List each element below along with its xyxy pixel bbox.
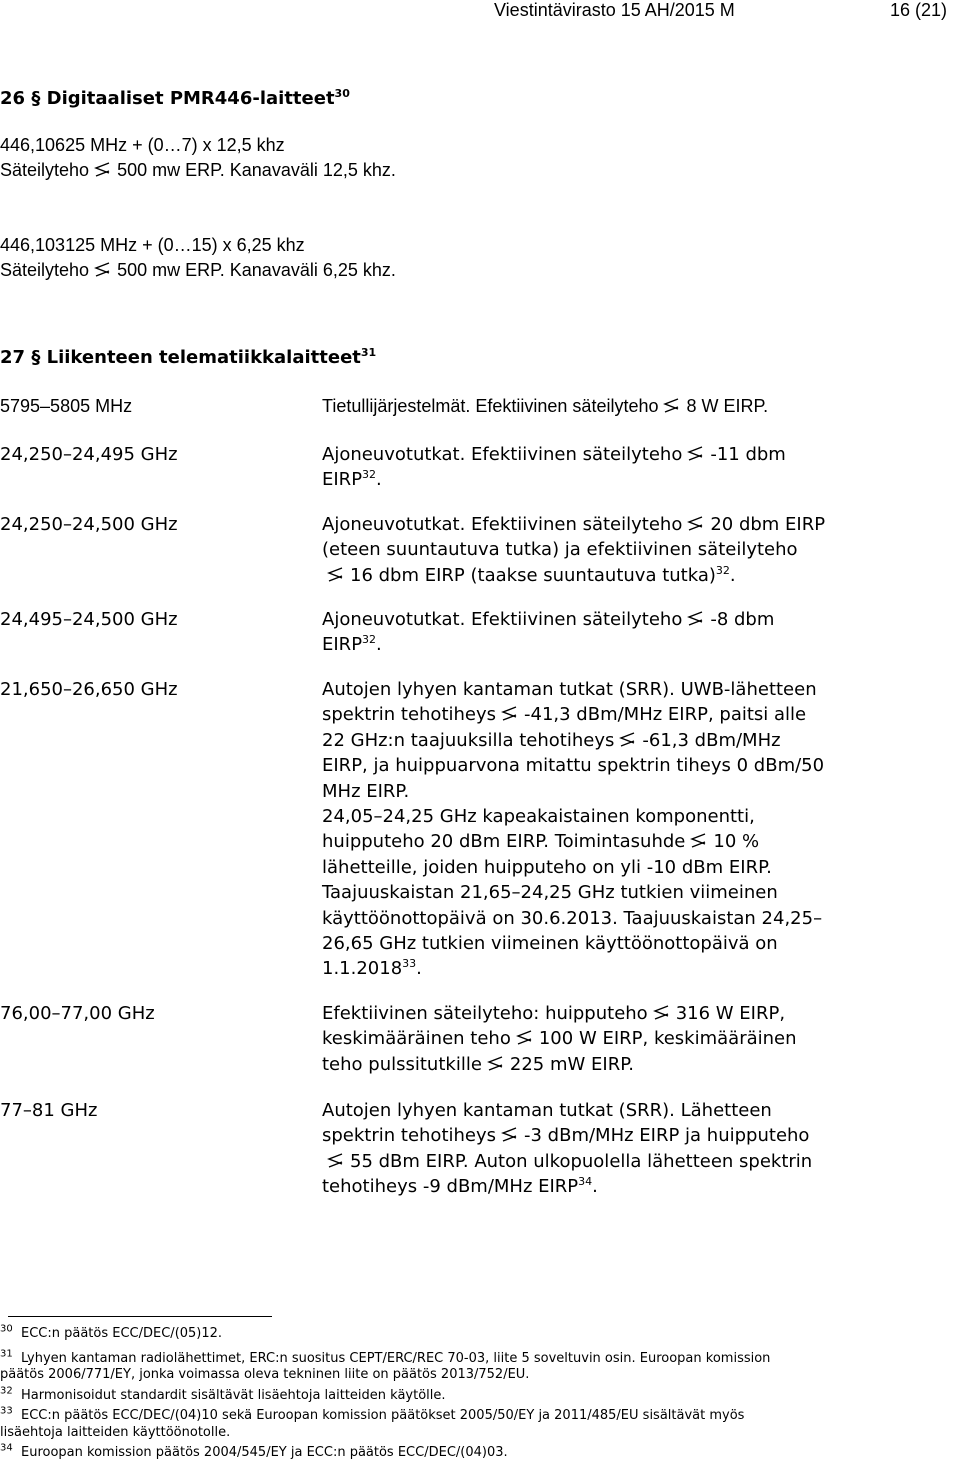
- section-sign-icon: §: [31, 347, 41, 368]
- freq-cell: 77–81 GHz: [0, 1100, 98, 1121]
- section-number: 26: [0, 88, 26, 109]
- footnote-ref: 32: [362, 468, 377, 482]
- footnote-ref: 30: [334, 87, 350, 100]
- freq-cell: 24,250–24,500 GHz: [0, 514, 178, 535]
- less-or-equal-icon: [93, 262, 113, 278]
- less-or-equal-icon: [326, 567, 346, 583]
- footnote-ref: 33: [402, 957, 417, 971]
- less-or-equal-icon: [486, 1056, 506, 1072]
- section-sign-icon: §: [31, 88, 41, 109]
- value-cell: Autojen lyhyen kantaman tutkat (SRR). Lähetteen spektrin tehotiheys -3 dBm/MHz EIRP ja huipputeho 55 dBm EIRP. Auton ulkopuolella lähetteen spektrin tehotiheys -9 dBm/MHz EIRP$^{34}$.: [322, 1100, 813, 1198]
- section-number: 27: [0, 347, 26, 368]
- less-or-equal-icon: [686, 516, 706, 532]
- footnote-ref: 32: [715, 563, 730, 577]
- header-page-number: 16 (21): [890, 0, 948, 20]
- freq-cell: 76,00–77,00 GHz: [0, 1003, 155, 1024]
- value-cell: Ajoneuvotutkat. Efektiivinen säteilyteho 20 dbm EIRP (eteen suuntautuva tutka) ja efektiivinen säteilyteho 16 dbm EIRP (taakse suuntautuva tutka)$^{32}$.: [322, 514, 826, 586]
- footnote-ref: 31: [360, 346, 377, 359]
- power-line: Säteilyteho 500 mw ERP. Kanavaväli 6,25 khz.: [0, 260, 396, 280]
- footnote-30: $^{30}$ ECC:n päätös ECC/DEC/(05)12.: [0, 1323, 223, 1341]
- section-heading-27: [0, 347, 376, 368]
- header-publisher: Viestintävirasto 15 AH/2015 M: [494, 0, 735, 20]
- section-title: Digitaaliset PMR446-laitteet: [46, 88, 335, 109]
- section-heading-26: [0, 88, 350, 109]
- section-title: Liikenteen telematiikkalaitteet: [46, 347, 361, 368]
- pmr-block-1: [0, 133, 396, 183]
- less-or-equal-icon: [618, 732, 638, 748]
- freq-cell: 5795–5805 MHz: [0, 396, 133, 416]
- footnote-34: $^{34}$ Euroopan komission päätös 2004/545/EY ja ECC:n päätös ECC/DEC/(04)03.: [0, 1442, 508, 1460]
- less-or-equal-icon: [689, 833, 709, 849]
- less-or-equal-icon: [652, 1005, 672, 1021]
- less-or-equal-icon: [686, 446, 706, 462]
- footnote-33-cont: lisäehtoja laitteiden käyttöönotolle.: [0, 1424, 231, 1440]
- footnote-ref: 32: [362, 633, 377, 647]
- less-or-equal-icon: [686, 611, 706, 627]
- freq-cell: 24,495–24,500 GHz: [0, 609, 178, 630]
- less-or-equal-icon: [662, 398, 682, 414]
- value-cell: Efektiivinen säteilyteho: huipputeho 316 W EIRP, keskimääräinen teho 100 W EIRP, keskimääräinen teho pulssitutkille 225 mW EIRP.: [322, 1003, 797, 1075]
- power-line: Säteilyteho 500 mw ERP. Kanavaväli 12,5 khz.: [0, 160, 396, 180]
- pmr-block-2: [0, 233, 396, 283]
- footnote-separator: [8, 1316, 272, 1317]
- less-or-equal-icon: [500, 706, 520, 722]
- frequency-line: 446,10625 MHz + (0…7) x 12,5 khz: [0, 135, 285, 155]
- freq-cell: 24,250–24,495 GHz: [0, 444, 178, 465]
- footnote-31: $^{31}$ Lyhyen kantaman radiolähettimet, ERC:n suositus CEPT/ERC/REC 70-03, liite 5 soveltuvin osin. Euroopan komission: [0, 1348, 771, 1366]
- value-cell: Ajoneuvotutkat. Efektiivinen säteilyteho -8 dbm EIRP$^{32}$.: [322, 609, 775, 656]
- less-or-equal-icon: [500, 1127, 520, 1143]
- value-cell: Autojen lyhyen kantaman tutkat (SRR). UWB-lähetteen spektrin tehotiheys -41,3 dBm/MHz EIRP, paitsi alle 22 GHz:n taajuuksilla tehotiheys -61,3 dBm/MHz EIRP, ja huippuarvona mitattu spektrin tiheys 0 dBm/50 MHz EIRP. 24,05–24,25 GHz kapeakaistainen komponentti, huipputeho 20 dBm EIRP. Toimintasuhde 10 % lähetteille, joiden huipputeho on yli -10 dBm EIRP. Taajuuskaistan 21,65–24,25 GHz tutkien viimeinen käyttöönottopäivä on 30.6.2013. Taajuuskaistan 24,25– 26,65 GHz tutkien viimeinen käyttöönottopäivä on 1.1.2018$^{33}$.: [322, 679, 825, 980]
- footnote-31-cont: päätös 2006/771/EY, jonka voimassa oleva tekninen liite on päätös 2013/752/EU.: [0, 1367, 530, 1382]
- footnote-33: $^{33}$ ECC:n päätös ECC/DEC/(04)10 sekä Euroopan komission päätökset 2005/50/EY ja 2011/485/EU sisältävät myös: [0, 1405, 745, 1423]
- freq-cell: 21,650–26,650 GHz: [0, 679, 178, 700]
- less-or-equal-icon: [93, 162, 113, 178]
- frequency-line: 446,103125 MHz + (0…15) x 6,25 khz: [0, 235, 305, 255]
- value-cell: Tietullijärjestelmät. Efektiivinen säteilyteho 8 W EIRP.: [322, 396, 769, 416]
- footnote-ref: 34: [578, 1175, 593, 1189]
- footnote-32: $^{32}$ Harmonisoidut standardit sisältävät lisäehtoja laitteiden käytölle.: [0, 1385, 446, 1403]
- value-cell: Ajoneuvotutkat. Efektiivinen säteilyteho -11 dbm EIRP$^{32}$.: [322, 444, 786, 491]
- footnotes: [0, 1323, 771, 1462]
- less-or-equal-icon: [515, 1030, 535, 1046]
- less-or-equal-icon: [326, 1153, 346, 1169]
